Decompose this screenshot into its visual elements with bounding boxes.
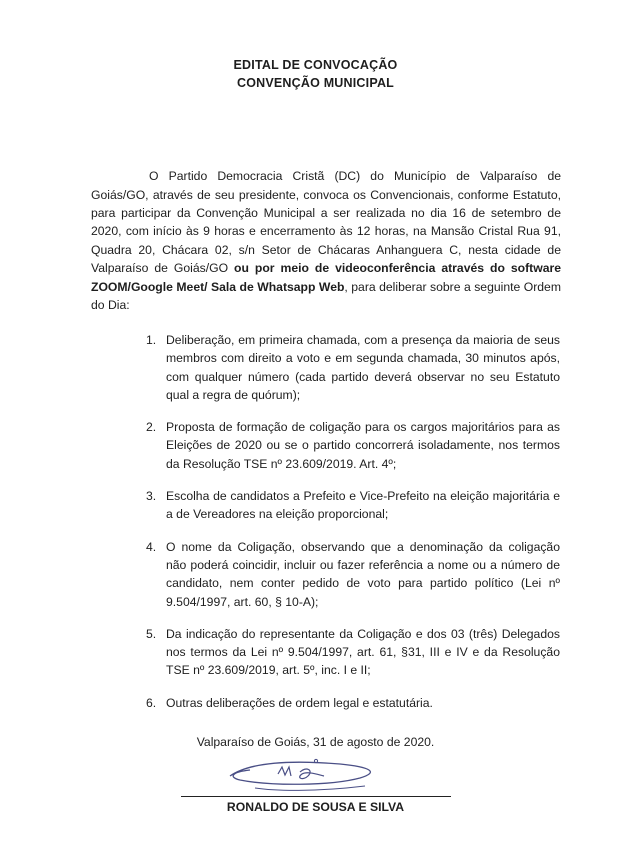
intro-text-end: , para deliberar sobre a seguinte Ordem do Dia: bbox=[91, 279, 561, 313]
agenda-item bbox=[146, 418, 560, 473]
agenda-item-text: Deliberação, em primeira chamada, com a presença da maioria de seus membros com direito a voto e em segunda chamada, 30 minutos após, com qualquer número (cada partido deverá observar no seu Estatuto qual a regra de quórum); bbox=[166, 333, 560, 402]
intro-text: O Partido Democracia Cristã (DC) do Município de Valparaíso de Goiás/GO, através de seu presidente, convoca os Convencionais, conforme Estatuto, para participar da Convenção Municipal a ser realizada no dia 16 de setembro de 2020, com início às 9 horas e encerramento às 12 horas, na Mansão Cristal Rua 91, Quadra 20, Chácara 02, s/n Setor de Chácaras Anhanguera C, nesta cidade de Valparaíso de Goiás/GO bbox=[91, 169, 561, 276]
agenda-item-text: Da indicação do representante da Coligação e dos 03 (três) Delegados nos termos da Lei nº 9.504/1997, art. 61, §31, III e IV e da Resolução TSE nº 23.609/2019, art. 5º, inc. I e II; bbox=[166, 626, 560, 678]
agenda-item-text: Outras deliberações de ordem legal e estatutária. bbox=[166, 695, 433, 710]
agenda-item-text: Proposta de formação de coligação para os cargos majoritários para as Eleições de 2020 ou se o partido concorrerá isoladamente, nos termos da Resolução TSE nº 23.609/2019. Art. 4º; bbox=[166, 420, 560, 471]
place-date: Valparaíso de Goiás, 31 de agosto de 2020. bbox=[196, 735, 435, 749]
intro-paragraph bbox=[91, 167, 561, 314]
agenda-item-text: Escolha de candidatos a Prefeito e Vice-Prefeito na eleição majoritária e a de Vereadores na eleição proporcional; bbox=[166, 489, 560, 522]
agenda-list bbox=[146, 331, 560, 726]
agenda-item bbox=[146, 538, 560, 611]
agenda-item-text: O nome da Coligação, observando que a denominação da coligação não poderá coincidir, incluir ou fazer referência a nome ou a número de candidato, nem conter pedido de voto para partido político (Lei nº 9.504/1997, art. 60, § 10-A); bbox=[166, 539, 560, 609]
agenda-item bbox=[146, 694, 560, 712]
agenda-item bbox=[146, 487, 560, 524]
document-subtitle: CONVENÇÃO MUNICIPAL bbox=[236, 76, 395, 90]
agenda-item bbox=[146, 331, 560, 404]
agenda-item-number: 6. bbox=[146, 695, 157, 710]
agenda-item-number: 3. bbox=[146, 489, 157, 504]
intro-bold-text: ou por meio de videoconferência através do software ZOOM/Google Meet/ Sala de Whatsapp Web bbox=[91, 261, 561, 294]
agenda-item-number: 1. bbox=[146, 333, 157, 347]
agenda-item-number: 2. bbox=[146, 420, 157, 435]
agenda-item bbox=[146, 625, 560, 680]
signer-name: RONALDO DE SOUSA E SILVA bbox=[226, 800, 405, 814]
agenda-item-number: 5. bbox=[146, 626, 157, 641]
signature-line bbox=[181, 796, 451, 797]
handwritten-signature bbox=[220, 752, 390, 797]
agenda-item-number: 4. bbox=[146, 539, 157, 554]
document-title: EDITAL DE CONVOCAÇÃO bbox=[233, 58, 398, 72]
